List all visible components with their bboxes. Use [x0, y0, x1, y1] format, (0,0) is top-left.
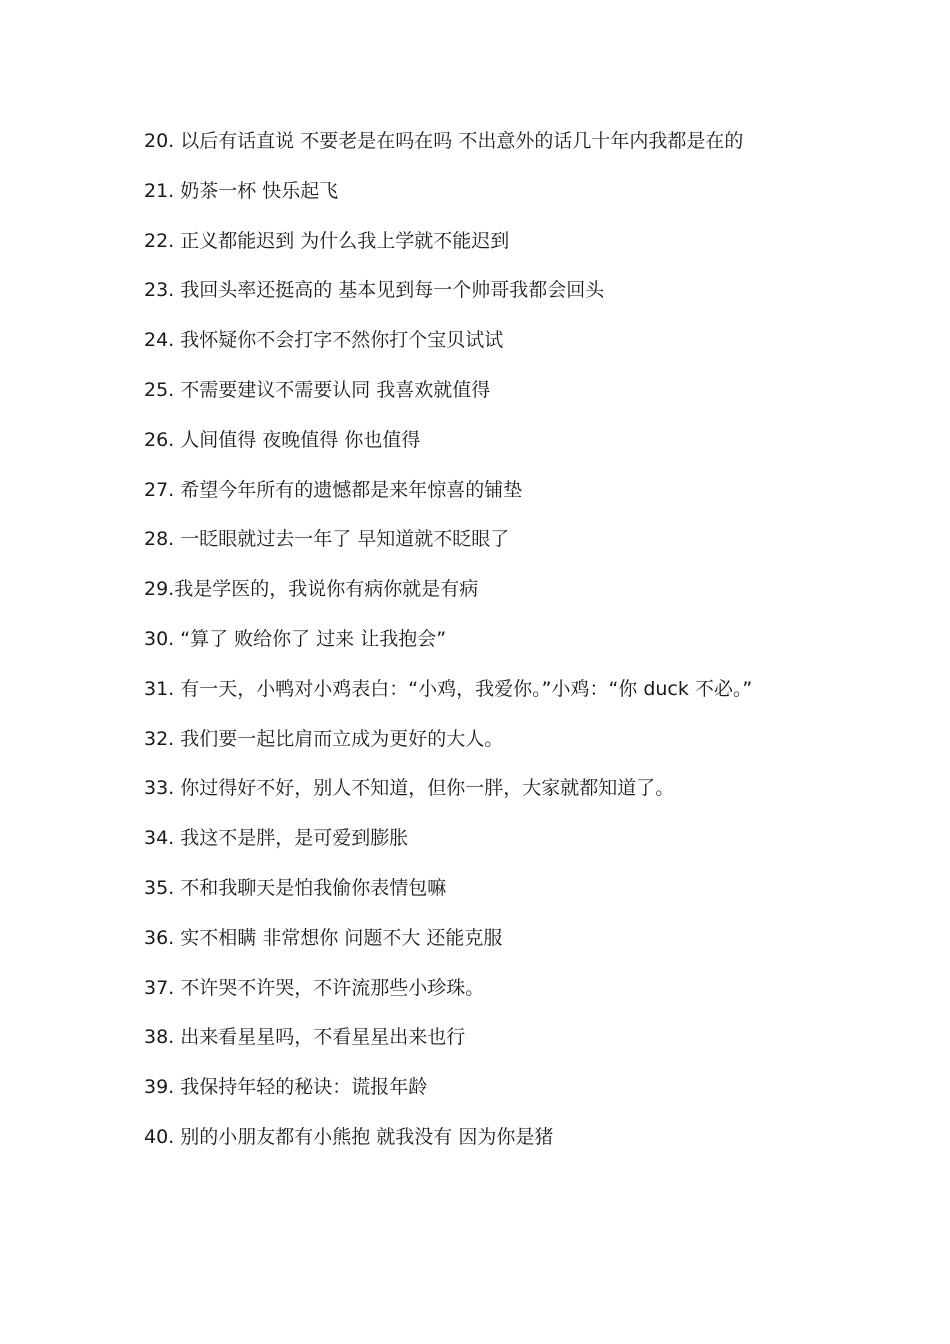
list-item: 30. “算了 败给你了 过来 让我抱会”	[144, 627, 447, 650]
list-item: 31. 有一天，小鸭对小鸡表白：“小鸡，我爱你。”小鸡：“你 duck 不必。”	[144, 677, 753, 700]
list-item: 38. 出来看星星吗，不看星星出来也行	[144, 1026, 466, 1049]
list-item: 35. 不和我聊天是怕我偷你表情包嘛	[144, 876, 447, 899]
list-item: 28. 一眨眼就过去一年了 早知道就不眨眼了	[144, 528, 510, 551]
list-item: 40. 别的小朋友都有小熊抱 就我没有 因为你是猪	[144, 1125, 554, 1148]
list-item: 36. 实不相瞒 非常想你 问题不大 还能克服	[144, 926, 503, 949]
list-item: 21. 奶茶一杯 快乐起飞	[144, 179, 339, 202]
list-item: 34. 我这不是胖，是可爱到膨胀	[144, 827, 409, 850]
list-item: 27. 希望今年所有的遗憾都是来年惊喜的铺垫	[144, 478, 523, 501]
list-item: 23. 我回头率还挺高的 基本见到每一个帅哥我都会回头	[144, 279, 605, 302]
list-item: 24. 我怀疑你不会打字不然你打个宝贝试试	[144, 329, 504, 352]
list-item: 32. 我们要一起比肩而立成为更好的大人。	[144, 727, 504, 750]
list-item: 26. 人间值得 夜晚值得 你也值得	[144, 428, 421, 451]
list-item: 29.我是学医的，我说你有病你就是有病	[144, 578, 479, 601]
list-item: 37. 不许哭不许哭，不许流那些小珍珠。	[144, 976, 485, 999]
quote-list	[144, 117, 812, 1163]
list-item: 20. 以后有话直说 不要老是在吗在吗 不出意外的话几十年内我都是在的	[144, 130, 744, 152]
list-item: 22. 正义都能迟到 为什么我上学就不能迟到	[144, 229, 510, 252]
list-item: 25. 不需要建议不需要认同 我喜欢就值得	[144, 378, 491, 401]
list-item: 33. 你过得好不好，别人不知道，但你一胖，大家就都知道了。	[144, 777, 675, 800]
list-item: 39. 我保持年轻的秘诀：谎报年龄	[144, 1076, 428, 1099]
